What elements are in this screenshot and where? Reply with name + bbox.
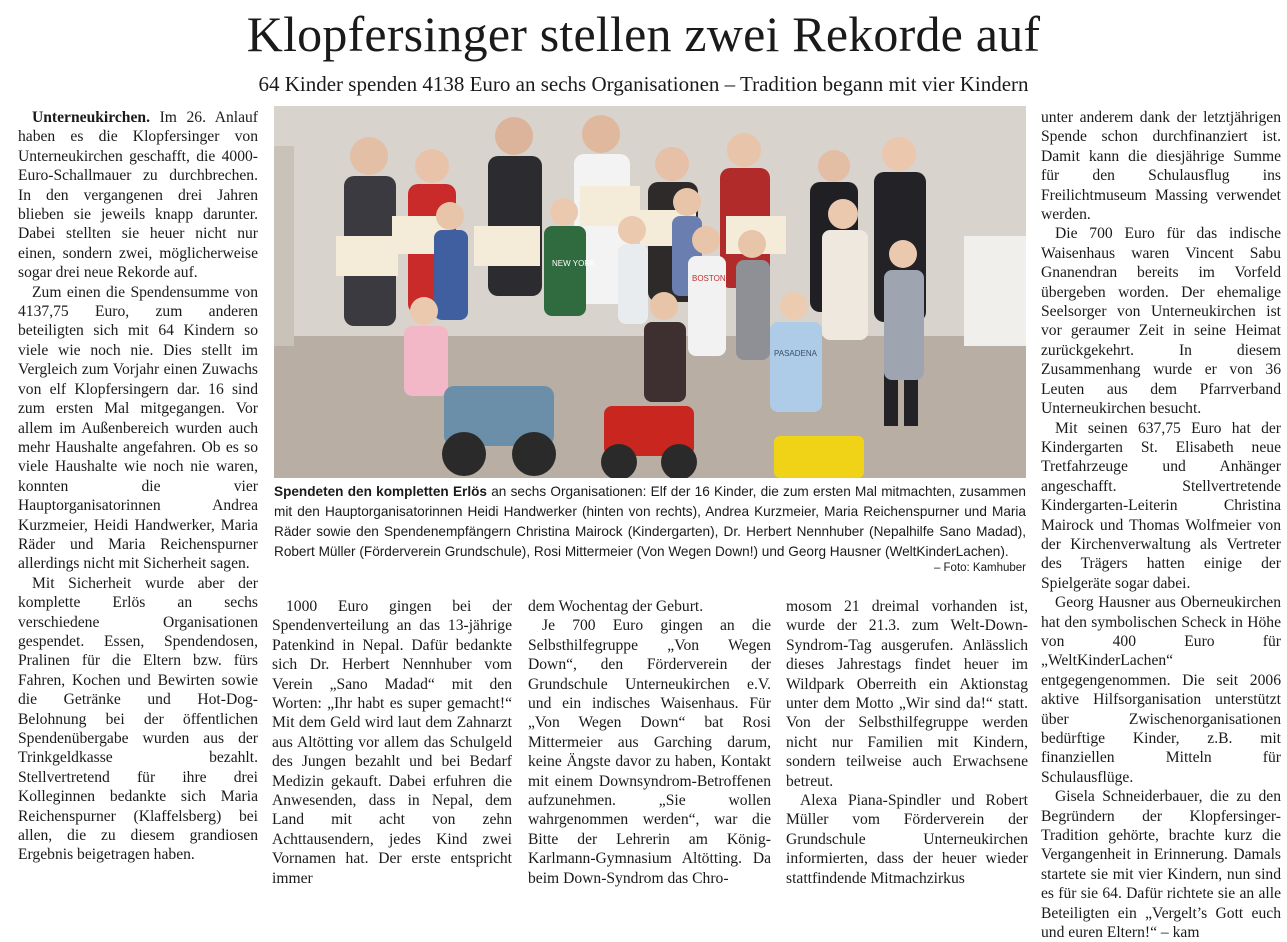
article-column-2 (272, 597, 512, 888)
caption-lead: Spendeten den kompletten Erlös (274, 484, 487, 499)
paragraph: Alexa Piana-Spindler und Robert Müller vom Förderverein der Grundschule Unterneukirchen informierten, dass der heuer wieder stattfindende Mitmachzirkus (786, 792, 1028, 887)
subheadline: 64 Kinder spenden 4138 Euro an sechs Organisationen – Tradition begann mit vier Kindern (258, 72, 1029, 96)
paragraph: Mit seinen 637,75 Euro hat der Kindergarten St. Elisabeth neue Tretfahrzeuge und Anhänger angeschafft. Stellvertretende Kindergarten-Leiterin Christina Mairock und Thomas Wolfmeier von der Kirchenverwaltung als Vertreter des Trägers hatten einige der Spielgeräte sogar dabei. (1041, 419, 1281, 592)
paragraph (18, 108, 258, 283)
paragraph: Georg Hausner aus Oberneukirchen hat den symbolischen Scheck in Höhe von 400 Euro für „WeltKinderLachen“ entgegengenommen. Die seit 2006 aktive Hilfsorganisation unterstützt über Zwischenorganisationen bedürftige Kinder, z.B. mit finanziellen Mitteln für Schulausflüge. (1041, 594, 1281, 786)
paragraph-text: Im 26. Anlauf haben es die Klopfersinger von Unterneukirchen geschafft, die 4000-Euro-Schallmauer zu durchbrechen. In den vergangenen drei Jahren blieben sie jeweils knapp darunter. Dabei stellten sie heuer nicht nur einen, sondern zwei, möglicherweise sogar drei neue Rekorde auf. (18, 109, 258, 282)
paragraph: Gisela Schneiderbauer, die zu den Begründern der Klopfersinger-Tradition gehörte, brachte kurz die Vergangenheit in Erinnerung. Damals startete sie mit vier Kindern, nun sind es für sie 64. Dafür richtete sie an alle Beteiligten ein „Vergelt’s Gott euch und euren Eltern!“ – kam (1041, 788, 1281, 942)
paragraph: Je 700 Euro gingen an die Selbsthilfegruppe „Von Wegen Down“, den Förderverein der Grundschule Unterneukirchen e.V. und ein indisches Waisenhaus. Für „Von Wegen Down“ bat Rosi Mittermeier aus Garching darum, keine Ängste davor zu haben, Kontakt mit einem Downsyndrom-Betroffenen aufzunehmen. „Sie wollen wahrgenommen werden“, war die Bitte der Lehrerin am König-Karlmann-Gymnasium Altötting. Da beim Down-Syndrom das Chro- (528, 617, 771, 887)
shirt-print-3: PASADENA (774, 349, 817, 358)
paragraph: unter anderem dank der letztjährigen Spende schon durchfinanziert ist. Damit kann die diesjährige Summe für den Schulausflug ins Freilichtmuseum Massing verwendet werden. (1041, 109, 1281, 224)
group-photo (274, 106, 1026, 478)
paragraph: Die 700 Euro für das indische Waisenhaus waren Vincent Sabu Gnanendran bereits im Vorfeld übergeben worden. Der ehemalige Seelsorger von Unterneukirchen ist vor geraumer Zeit in seine Heimat zurückgekehrt. In diesem Zusammenhang wurde er von 36 Leuten aus dem Pfarrverband Unterneukirchen besucht. (1041, 225, 1281, 418)
headline: Klopfersinger stellen zwei Rekorde auf (246, 6, 1041, 62)
article-column-5 (1041, 108, 1281, 942)
paragraph: Zum einen die Spendensumme von 4137,75 Euro, zum anderen beteiligten sich mit 64 Kindern so viele wie noch nie. Dies stellt im Vergleich zum Vorjahr einen Zuwachs von elf Klopfersingern dar. 16 sind zum ersten Mal mitgegangen. Vor allem im Außenbereich wurden auch mehr Haushalte angefahren. Ob es so viele Haushalte wie noch nie waren, konnten die vier Hauptorganisatorinnen Andrea Kurzmeier, Heidi Handwerker, Maria Räder und Maria Reichenspurner allerdings nicht mit Sicherheit sagen. (18, 283, 258, 573)
caption-text: an sechs Organisationen: Elf der 16 Kinder, die zum ersten Mal mitmachten, zusammen mit den Hauptorganisatorinnen Heidi Handwerker (hinten von rechts), Andrea Kurzmeier, Maria Reichenspurner und Maria Räder sowie den Spendenempfängern Christina Mairock (Kindergarten), Dr. Herbert Nennhuber (Nepalhilfe Sano Madad), Robert Müller (Förderverein Grundschule), Rosi Mittermeier (Von Wegen Down!) und Georg Hausner (WeltKinderLachen). (274, 484, 1026, 559)
shirt-print-1: NEW YORK (552, 259, 596, 268)
article-column-1 (18, 108, 258, 865)
dateline: Unterneukirchen. (32, 109, 150, 126)
paragraph: dem Wochentag der Geburt. (528, 598, 704, 615)
paragraph: mosom 21 dreimal vorhanden ist, wurde der 21.3. zum Welt-Down-Syndrom-Tag ausgerufen. Anlässlich dieses Jahrestags findet heuer im Wildpark Oberreith ein Aktionstag unter dem Motto „Wir sind da!“ statt. Von der Selbsthilfegruppe werden nicht nur Familien mit Kindern, sondern teilweise auch Erwachsene betreut. (786, 598, 1028, 790)
photo-credit: – Foto: Kamhuber (933, 562, 1026, 574)
paragraph: Mit Sicherheit wurde aber der komplette Erlös an sechs verschiedene Organisationen gespendet. Essen, Spendendosen, Pralinen für die Eltern bzw. fürs Fahren, Kochen und Bewirten sowie die Getränke und Hot-Dog-Belohnung bei der öffentlichen Spendenübergabe wurden aus der Trinkgeldkasse bezahlt. Stellvertretend für ihre drei Kolleginnen bedankte sich Maria Reichenspurner (Klaffelsberg) bei allen, die zu diesem grandiosen Ergebnis beigetragen haben. (18, 574, 258, 864)
article-column-3 (528, 597, 771, 888)
article-column-4 (786, 597, 1028, 888)
photo-caption (274, 482, 1026, 562)
shirt-print-2: BOSTON (692, 274, 726, 283)
photo-illustration (274, 106, 1026, 478)
paragraph: 1000 Euro gingen bei der Spendenverteilung an das 13-jährige Patenkind in Nepal. Dafür bedankte sich Dr. Herbert Nennhuber vom Verein „Sano Madad“ mit den Worten: „Ihr habt es super gemacht!“ Mit dem Geld wird laut dem Zahnarzt aus Altötting vor allem das Schulgeld des Jungen bezahlt und bei Bedarf Medizin gekauft. Dabei erfuhren die Anwesenden, dass in Nepal, dem Land mit acht von zehn Achttausendern, jedes Kind zwei Vornamen hat. Der erste entspricht immer (272, 598, 512, 887)
